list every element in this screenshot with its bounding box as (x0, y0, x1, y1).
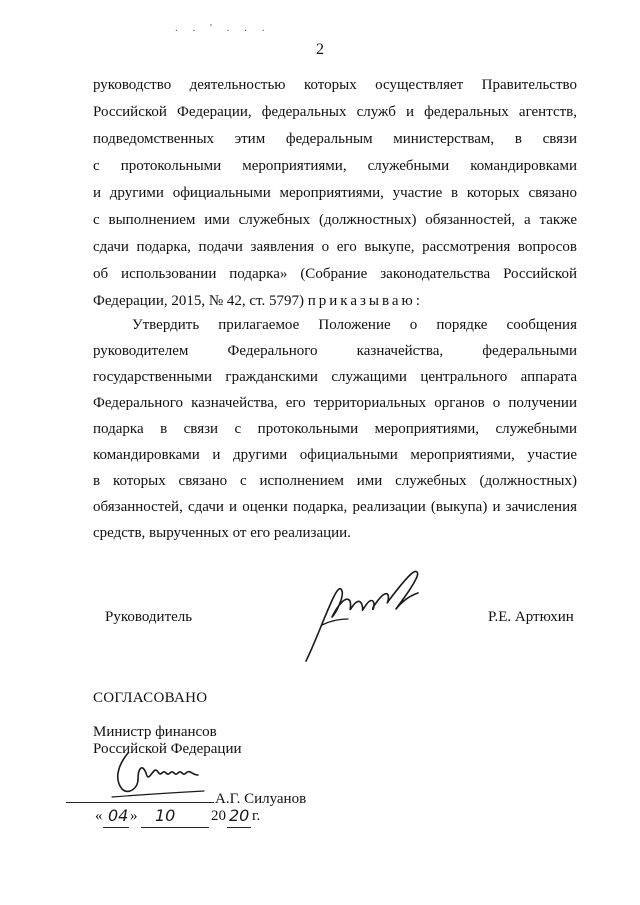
date-year-suffix: 20 (229, 806, 250, 825)
paragraph-2-line: руководителем Федерального казначейства, федеральными (93, 343, 577, 359)
order-word: приказываю: (307, 293, 423, 309)
paragraph-2-line: в которых связано с исполнением ими служебных (должностных) (93, 473, 577, 489)
date-month-underline (141, 827, 209, 828)
date-day: 04 (108, 806, 129, 825)
date-close-quote: » (130, 808, 138, 824)
signature-line (66, 802, 214, 803)
paragraph-2-line: обязанностей, сдачи и оценки подарка, реализации (выкупа) и зачисления (93, 499, 577, 515)
approval-date (95, 808, 295, 830)
paragraph-2-line: Утвердить прилагаемое Положение о порядке сообщения (132, 317, 577, 333)
date-year-prefix: 20 (211, 808, 226, 824)
date-year-unit: г. (252, 808, 261, 824)
citation-text: Федерации, 2015, № 42, ст. 5797) (93, 293, 304, 309)
paragraph-1-line: сдачи подарка, подачи заявления о его выкупе, рассмотрения вопросов (93, 239, 577, 255)
signer-name: Р.Е. Артюхин (488, 609, 574, 625)
head-signature-image (300, 565, 435, 665)
paragraph-1-line: об использовании подарка» (Собрание законодательства Российской (93, 266, 577, 282)
date-year-underline (227, 827, 251, 828)
paragraph-2-line: подарка в связи с протокольными мероприятиями, служебными (93, 421, 577, 437)
paragraph-2-line: Федерального казначейства, его территориальных органов о получении (93, 395, 577, 411)
paragraph-1-line: подведомственных этим федеральным министерствам, в связи (93, 131, 577, 147)
paragraph-1-final-line (93, 292, 577, 310)
page-number: 2 (316, 41, 324, 58)
date-month: 10 (155, 806, 176, 825)
date-day-underline (103, 827, 129, 828)
approver-name: А.Г. Силуанов (215, 791, 307, 807)
paragraph-1-line: с выполнением ими служебных (должностных) обязанностей, а также (93, 212, 577, 228)
approver-position-line-2: Российской Федерации (93, 741, 242, 757)
paragraph-1-line: и другими официальными мероприятиями, участие в которых связано (93, 185, 577, 201)
paragraph-2-final-line: средств, вырученных от его реализации. (93, 525, 351, 541)
approver-position-line-1: Министр финансов (93, 724, 217, 740)
signer-title: Руководитель (105, 609, 193, 625)
scan-artifact-marks: . . ' . . . (175, 22, 271, 34)
paragraph-2-line: государственными гражданскими служащими центрального аппарата (93, 369, 577, 385)
paragraph-2-line: командировками и другими официальными мероприятиями, участие (93, 447, 577, 463)
paragraph-1-line: руководство деятельностью которых осуществляет Правительство (93, 77, 577, 93)
minister-signature-image (108, 745, 218, 805)
date-open-quote: « (95, 808, 103, 824)
paragraph-1-line: Российской Федерации, федеральных служб и федеральных агентств, (93, 104, 577, 120)
paragraph-1-line: с протокольными мероприятиями, служебными командировками (93, 158, 577, 174)
approval-heading: СОГЛАСОВАНО (93, 690, 208, 706)
